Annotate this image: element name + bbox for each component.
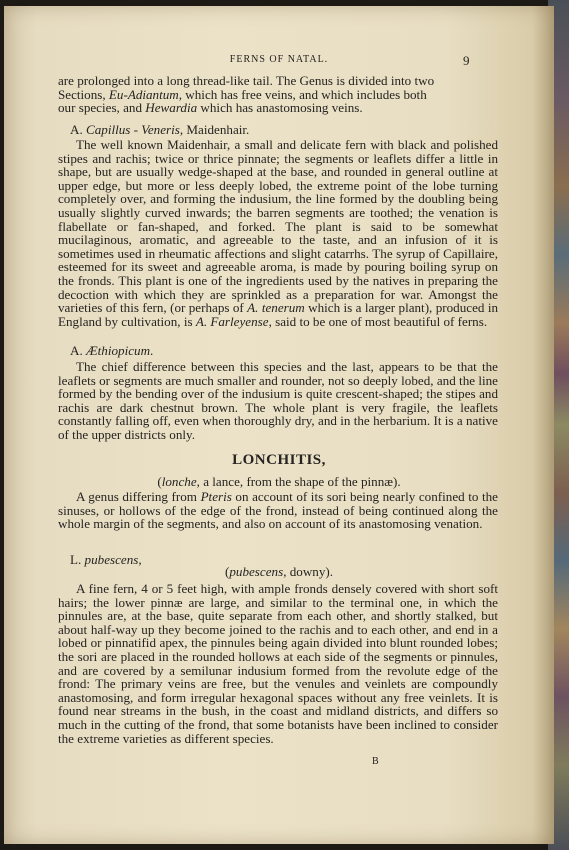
intro-line-2: Sections, Eu-Adiantum, which has free veins, and which includes both — [58, 86, 427, 102]
lonchitis-heading: LONCHITIS, — [232, 452, 326, 468]
signature-mark: B — [372, 756, 379, 767]
pubescens-paragraph: A fine fern, 4 or 5 feet high, with ample fronds densely covered with short soft hairs; the lower pinnæ are large, and similar to the terminal one, in which the pinnules are, at the base, quite separate from each other, and shortly stalked, but about half-way up they become joined to the rachis and to each other, and end in a lobed or pinnatifid apex, the pinnules being again divided into blunt rounded lobes; the sori are placed in the rounded hollows at each side of the segments or pinnules, and are covered by a semilunar indusium formed from the revolute edge of the frond: The primary veins are free, but the venules and veinlets are compoundly anastomosing, and form irregular hexagonal spaces without any free veinlets. It is found near streams in the bush, in the coast and midland districts, and differs so much in the cutting of the frond, that some botanists have been inclined to consider the extreme varieties as different species. — [58, 581, 498, 746]
aethiopicum-heading: A. Æthiopicum. — [70, 343, 154, 358]
lonchitis-paragraph: A genus differing from Pteris on account of its sori being nearly confined to the sinuses, or hollows of the edge of the frond, instead of being continued along the whole margin of the segments, and also on account of its anastomosing venation. — [58, 489, 498, 532]
page-number: 9 — [463, 53, 470, 68]
pubescens-heading: L. pubescens, — [70, 552, 142, 567]
capillus-paragraph: The well known Maidenhair, a small and delicate fern with black and polished stipes and rachis; twice or thrice pinnate; the segments or leaflets differ a little in shape, but are usually wedge-shaped at the base, and rounded in general outline at upper edge, but more or less deeply lobed, the extreme point of the lobe turning completely over, and forming the indusium, the line formed by the doubling being usually slightly curved inwards; the barren segments are toothed; the venation is flabellate or fan-shaped, and forked. The plant is said to be somewhat mucilaginous, aromatic, and agreeable to the taste, and an infusion of it is sometimes used in rheumatic affections and slight catarrhs. The syrup of Capillaire, esteemed for its sweet and agreeable aroma, is made by pouring boiling syrup on the fronds. This plant is one of the ingredients used by the natives in preparing the decoction with which they are sprinkled as a preparation for war. Amongst the varieties of this fern, (or perhaps of A. tenerum which is a larger plant), produced in England by cultivation, is A. Farleyense, said to be one of most beautiful of ferns. — [58, 137, 499, 329]
intro-paragraph — [58, 74, 498, 115]
intro-line-3: our species, and Hewardia which has anastomosing veins. — [58, 100, 363, 116]
intro-line-1: are prolonged into a long thread-like tail. The Genus is divided into two — [58, 73, 435, 88]
lonchitis-etymology: (lonche, a lance, from the shape of the pinnæ). — [157, 474, 401, 489]
pubescens-etymology: (pubescens, downy). — [224, 564, 334, 579]
capillus-heading: A. Capillus - Veneris, Maidenhair. — [70, 122, 250, 137]
running-head: FERNS OF NATAL. — [229, 54, 329, 65]
book-page — [4, 6, 554, 844]
aethiopicum-paragraph: The chief difference between this species and the last, appears to be that the leaflets or segments are much smaller and rounder, not so deeply lobed, and the line formed by the bending over of the indusium is quite crescent-shaped; the stipes and rachis are dark chestnut brown. The whole plant is very fragile, the leaflets constantly falling off, even when thoroughly dry, and in the herbarium. It is a native of the upper districts only. — [58, 359, 498, 442]
